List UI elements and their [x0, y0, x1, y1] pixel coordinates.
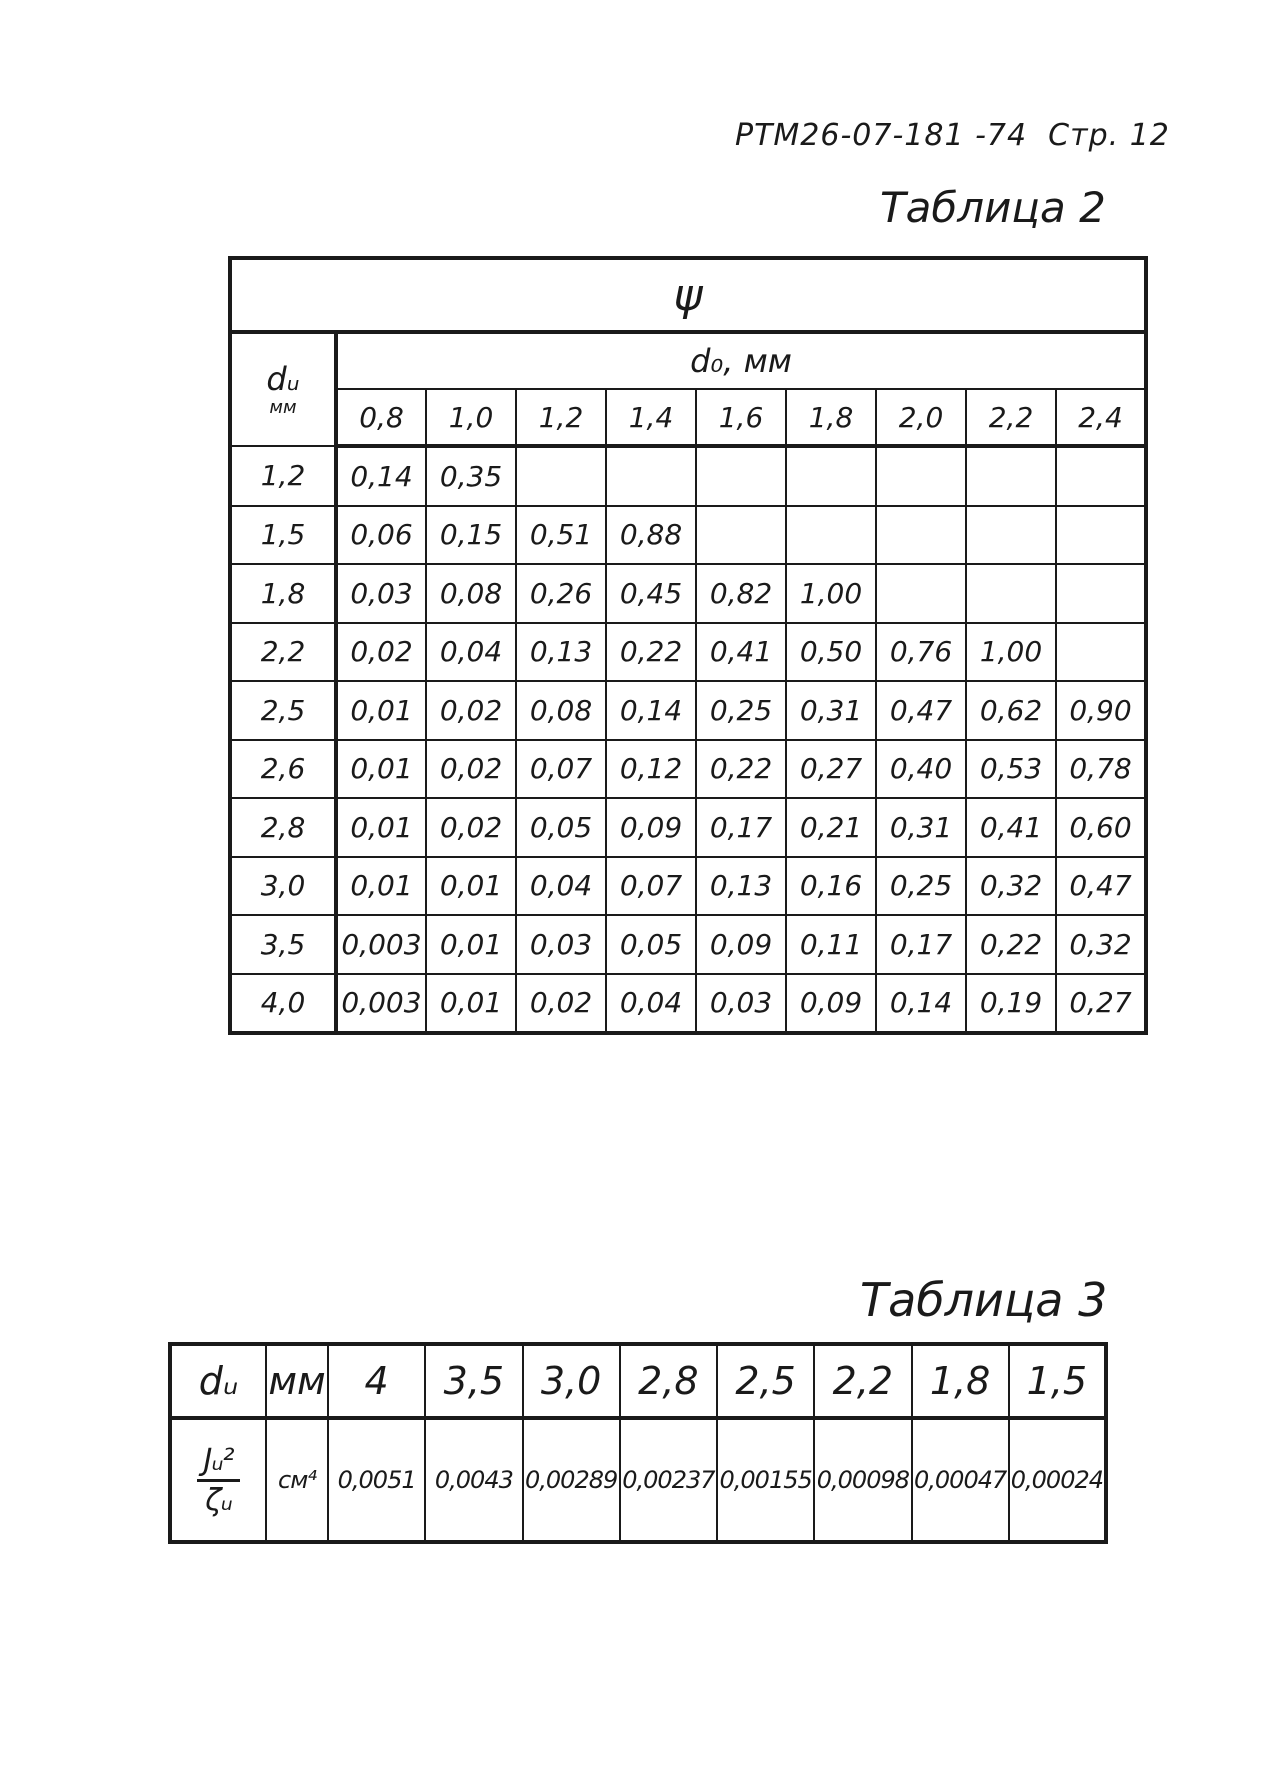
table-cell: 0,02 [516, 974, 606, 1034]
row-label: 1,8 [230, 564, 336, 623]
table-row [230, 798, 1146, 857]
table-cell: 0,02 [426, 740, 516, 799]
row-label: 4,0 [230, 974, 336, 1034]
table-cell [696, 446, 786, 506]
table-cell: 4 [328, 1344, 425, 1418]
table-cell: 0,21 [786, 798, 876, 857]
row-header-unit: мм [269, 396, 297, 418]
table-row [230, 506, 1146, 565]
table-cell: 0,01 [336, 857, 426, 916]
table-cell: 0,09 [786, 974, 876, 1034]
table-cell [876, 446, 966, 506]
table-cell: 0,01 [426, 915, 516, 974]
table-cell: 0,78 [1056, 740, 1146, 799]
column-header: 1,8 [786, 389, 876, 446]
table3 [168, 1342, 1108, 1544]
table-cell [1056, 623, 1146, 682]
document-id: РТМ26-07-181 -74 [735, 118, 1028, 153]
table-cell [786, 446, 876, 506]
table-cell: 0,53 [966, 740, 1056, 799]
column-header: 2,2 [966, 389, 1056, 446]
table-cell: 0,40 [876, 740, 966, 799]
table-cell: 0,27 [786, 740, 876, 799]
table-cell: 0,32 [966, 857, 1056, 916]
table-cell: 0,13 [696, 857, 786, 916]
table-cell: 0,17 [876, 915, 966, 974]
column-header: 1,4 [606, 389, 696, 446]
table-cell: 2,8 [620, 1344, 717, 1418]
table-cell: 0,05 [516, 798, 606, 857]
table-row [230, 740, 1146, 799]
column-header: 0,8 [336, 389, 426, 446]
table-cell: 0,07 [516, 740, 606, 799]
table-cell: 0,27 [1056, 974, 1146, 1034]
table-cell: 0,01 [426, 857, 516, 916]
table-cell: 0,01 [336, 740, 426, 799]
row-label: 1,5 [230, 506, 336, 565]
document-header [735, 118, 1175, 153]
table-row [230, 857, 1146, 916]
table-cell [1056, 446, 1146, 506]
table-cell [696, 506, 786, 565]
fraction [197, 1444, 239, 1517]
table-cell [786, 506, 876, 565]
table-cell: 0,11 [786, 915, 876, 974]
table-cell: 0,00098 [814, 1418, 911, 1542]
table-cell: 0,01 [426, 974, 516, 1034]
table-cell: 0,26 [516, 564, 606, 623]
row-label: 3,0 [230, 857, 336, 916]
table-row [230, 681, 1146, 740]
row-label: 2,5 [230, 681, 336, 740]
table-cell: 0,04 [516, 857, 606, 916]
table-cell: 1,00 [966, 623, 1056, 682]
table-cell: 0,90 [1056, 681, 1146, 740]
row-label: 2,2 [230, 623, 336, 682]
table-cell: 1,5 [1009, 1344, 1106, 1418]
column-header: 2,0 [876, 389, 966, 446]
table-cell: 0,32 [1056, 915, 1146, 974]
table-cell: 0,51 [516, 506, 606, 565]
table-cell: 0,06 [336, 506, 426, 565]
row-label: 2,8 [230, 798, 336, 857]
row-header-symbol: dᵤ [266, 359, 300, 398]
table-cell: 0,50 [786, 623, 876, 682]
table-cell [606, 446, 696, 506]
table-cell: 0,82 [696, 564, 786, 623]
table3-fraction-cell [170, 1418, 266, 1542]
row-label: 2,6 [230, 740, 336, 799]
table-cell: 1,00 [786, 564, 876, 623]
table2 [228, 256, 1148, 1035]
row-label: 1,2 [230, 446, 336, 506]
table-cell: 0,76 [876, 623, 966, 682]
table-row [230, 915, 1146, 974]
table3-unit-cell: см⁴ [266, 1418, 328, 1542]
table-cell: 0,03 [516, 915, 606, 974]
table-cell: 0,07 [606, 857, 696, 916]
table-cell: 0,14 [876, 974, 966, 1034]
table-cell [966, 564, 1056, 623]
table-cell: 0,22 [696, 740, 786, 799]
table-cell: 0,22 [966, 915, 1056, 974]
page-number: Стр. 12 [1048, 118, 1170, 153]
table-cell: 0,47 [1056, 857, 1146, 916]
table-cell [1056, 506, 1146, 565]
table-cell [966, 506, 1056, 565]
table-cell: 0,04 [426, 623, 516, 682]
table3-unit-cell: мм [266, 1344, 328, 1418]
table-cell: 0,08 [426, 564, 516, 623]
table-cell [876, 564, 966, 623]
table-cell: 0,02 [426, 798, 516, 857]
table2-title: ψ [230, 258, 1146, 332]
table-cell: 0,00024 [1009, 1418, 1106, 1542]
table-cell: 0,0043 [425, 1418, 522, 1542]
table-cell: 0,62 [966, 681, 1056, 740]
table-cell: 0,03 [696, 974, 786, 1034]
table-cell: 0,14 [606, 681, 696, 740]
table-cell: 0,16 [786, 857, 876, 916]
table-cell: 0,02 [336, 623, 426, 682]
table-cell: 0,19 [966, 974, 1056, 1034]
table-cell: 0,09 [696, 915, 786, 974]
table-cell: 0,25 [696, 681, 786, 740]
table-cell: 0,003 [336, 915, 426, 974]
table2-caption: Таблица 2 [880, 183, 1106, 232]
table-cell: 0,14 [336, 446, 426, 506]
row-label: 3,5 [230, 915, 336, 974]
table3-caption: Таблица 3 [860, 1273, 1108, 1327]
column-header: 1,0 [426, 389, 516, 446]
table-cell: 0,003 [336, 974, 426, 1034]
table-cell: 0,0051 [328, 1418, 425, 1542]
table-cell: 0,41 [966, 798, 1056, 857]
column-header: 1,2 [516, 389, 606, 446]
table-cell: 0,09 [606, 798, 696, 857]
table-cell [516, 446, 606, 506]
table2-row-header [230, 332, 336, 446]
fraction-numerator: Jᵤ² [197, 1444, 239, 1482]
column-group-label: d₀, мм [336, 332, 1146, 389]
column-header: 2,4 [1056, 389, 1146, 446]
table-cell: 0,08 [516, 681, 606, 740]
table3-symbol-cell: dᵤ [170, 1344, 266, 1418]
table-row [230, 623, 1146, 682]
table-cell: 0,22 [606, 623, 696, 682]
table-cell: 0,01 [336, 681, 426, 740]
fraction-denominator: ζᵤ [205, 1482, 232, 1518]
table-cell: 0,88 [606, 506, 696, 565]
table-cell: 0,00047 [912, 1418, 1009, 1542]
table-cell: 0,31 [876, 798, 966, 857]
table-cell: 0,41 [696, 623, 786, 682]
table-cell: 0,05 [606, 915, 696, 974]
table-cell [1056, 564, 1146, 623]
table-cell [966, 446, 1056, 506]
table3-row-ratio [170, 1418, 1106, 1542]
table-cell: 1,8 [912, 1344, 1009, 1418]
table-cell: 0,04 [606, 974, 696, 1034]
table2-column-headers [230, 389, 1146, 446]
table-cell: 0,17 [696, 798, 786, 857]
table-cell: 0,60 [1056, 798, 1146, 857]
table-cell: 0,35 [426, 446, 516, 506]
table-row [230, 446, 1146, 506]
table-cell: 0,25 [876, 857, 966, 916]
table-cell: 3,0 [523, 1344, 620, 1418]
table-cell: 0,03 [336, 564, 426, 623]
table-cell: 0,13 [516, 623, 606, 682]
table-cell: 3,5 [425, 1344, 522, 1418]
table-cell: 0,15 [426, 506, 516, 565]
column-header: 1,6 [696, 389, 786, 446]
table-cell: 0,12 [606, 740, 696, 799]
table-cell: 2,5 [717, 1344, 814, 1418]
table-cell: 0,47 [876, 681, 966, 740]
table-cell: 0,00155 [717, 1418, 814, 1542]
table3-row-diameter [170, 1344, 1106, 1418]
table-cell: 0,45 [606, 564, 696, 623]
table-cell: 0,01 [336, 798, 426, 857]
table-cell: 2,2 [814, 1344, 911, 1418]
table-cell: 0,00237 [620, 1418, 717, 1542]
table-row [230, 564, 1146, 623]
table-cell: 0,00289 [523, 1418, 620, 1542]
table-row [230, 974, 1146, 1034]
table-cell [876, 506, 966, 565]
table-cell: 0,02 [426, 681, 516, 740]
table-cell: 0,31 [786, 681, 876, 740]
table2-body [230, 446, 1146, 1033]
